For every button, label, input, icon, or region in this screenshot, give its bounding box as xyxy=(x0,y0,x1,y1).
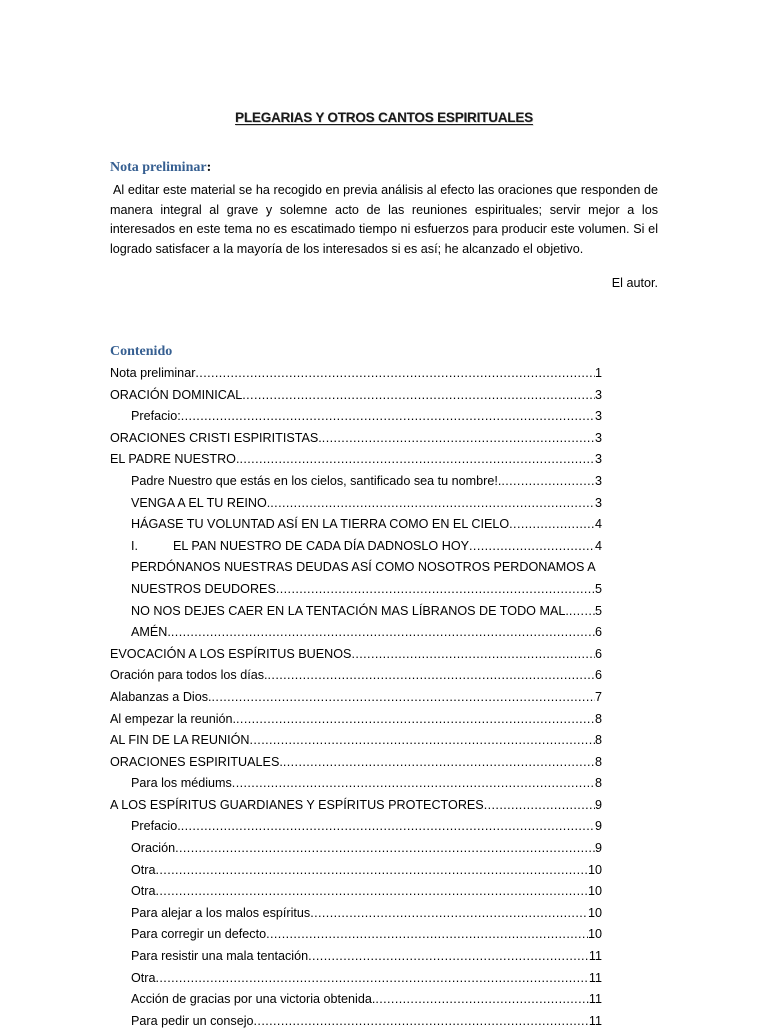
toc-dot-leader xyxy=(283,752,595,774)
toc-heading: Contenido xyxy=(110,344,173,359)
toc-dot-leader xyxy=(254,1011,589,1032)
toc-entry[interactable] xyxy=(110,493,602,515)
toc-entry[interactable] xyxy=(110,816,602,838)
toc-entry[interactable] xyxy=(110,860,602,882)
toc-entry[interactable] xyxy=(110,838,602,860)
toc-entry-text: Nota preliminar xyxy=(110,366,196,380)
toc-entry[interactable] xyxy=(110,709,602,731)
toc-page-number: 8 xyxy=(594,711,602,726)
toc-page-number: 5 xyxy=(594,603,602,618)
toc-entry-text: EL PADRE NUESTRO. xyxy=(110,452,240,467)
toc-dot-leader xyxy=(250,730,595,752)
toc-dot-leader xyxy=(266,924,588,946)
toc-entry-label xyxy=(110,752,283,774)
toc-entry-text: AMÉN. xyxy=(131,625,171,640)
toc-entry-text: Oración para todos los días. xyxy=(110,668,268,683)
toc-entry[interactable] xyxy=(110,601,602,623)
toc-entry[interactable] xyxy=(110,752,602,774)
toc-entry-text: HÁGASE TU VOLUNTAD ASÍ EN LA TIERRA COMO EN EL CIELO xyxy=(131,517,510,532)
signature: El autor. xyxy=(611,276,658,290)
toc-entry-label xyxy=(110,709,236,731)
toc-entry-text: EL PAN NUESTRO DE CADA DÍA DADNOSLO HOY xyxy=(173,538,470,553)
toc-entry[interactable] xyxy=(110,946,602,968)
toc-entry-label xyxy=(131,601,569,623)
toc-entry-label-continued: NUESTROS DEUDORES xyxy=(131,581,276,596)
toc-entry-text: Prefacio: xyxy=(131,409,181,424)
toc-entry-label xyxy=(110,428,322,450)
toc-entry-text: Para alejar a los malos espíritus xyxy=(131,905,311,920)
toc-entry-label xyxy=(110,665,268,687)
toc-dot-leader xyxy=(351,644,595,666)
toc-entry-text: Para corregir un defecto xyxy=(131,927,267,942)
toc-entry-label xyxy=(131,536,469,558)
toc-dot-leader xyxy=(156,881,588,903)
toc-page-number: 1 xyxy=(594,366,602,380)
toc-entry-label xyxy=(131,946,308,968)
toc-entry[interactable] xyxy=(110,514,602,536)
toc-page-number: 3 xyxy=(594,495,602,510)
intro-paragraph: Al editar este material se ha recogido en previa análisis al efecto las oraciones que responden de manera integral al grave y solemne acto de las reuniones espirituales; servir mejor a los interesados en este tema no es escatimado tiempo ni esfuerzos para producir este volumen. Si el logrado satisfacer a la mayoría de los interesados si es así; he alcanzado el objetivo. xyxy=(110,183,658,256)
note-heading-colon: : xyxy=(206,160,212,175)
toc-entry-text: AL FIN DE LA REUNIÓN xyxy=(110,733,250,748)
toc-dot-leader xyxy=(175,838,595,860)
toc-entry[interactable] xyxy=(110,449,602,471)
toc-dot-leader xyxy=(322,428,595,450)
toc-page-number: 3 xyxy=(594,473,602,488)
toc-page-number: 11 xyxy=(588,1013,602,1028)
toc-dot-leader xyxy=(308,946,589,968)
toc-entry[interactable] xyxy=(110,428,602,450)
toc-entry-label xyxy=(110,730,250,752)
table-of-contents xyxy=(110,363,602,1032)
toc-page-number: 9 xyxy=(594,841,602,856)
toc-dot-leader xyxy=(270,493,595,515)
toc-entry-label: PERDÓNANOS NUESTRAS DEUDAS ASÍ COMO NOSOTROS PERDONAMOS A xyxy=(131,560,596,575)
toc-entry-label xyxy=(131,903,310,925)
toc-entry[interactable] xyxy=(110,968,602,990)
toc-entry-line xyxy=(131,557,602,579)
toc-entry[interactable] xyxy=(110,406,602,428)
toc-entry[interactable] xyxy=(110,989,602,1011)
toc-entry-text: Al empezar la reunión. xyxy=(110,711,237,726)
toc-entry-text: Acción de gracias por una victoria obtenida. xyxy=(131,992,376,1007)
toc-page-number: 4 xyxy=(594,517,602,532)
toc-page-number: 3 xyxy=(594,409,602,424)
toc-entry[interactable] xyxy=(110,773,602,795)
toc-entry-text: Alabanzas a Dios. xyxy=(110,689,212,704)
toc-entry[interactable] xyxy=(110,881,602,903)
toc-entry-label xyxy=(131,924,266,946)
toc-dot-leader xyxy=(239,449,595,471)
note-heading xyxy=(110,160,211,176)
toc-page-number: 8 xyxy=(594,733,602,748)
toc-entry-text: ORACIÓN DOMINICAL xyxy=(110,387,243,402)
toc-entry-text: Otra xyxy=(131,970,156,985)
toc-page-number: 5 xyxy=(594,581,602,596)
toc-entry-label xyxy=(131,1011,254,1032)
toc-entry-label xyxy=(131,622,171,644)
toc-page-number: 3 xyxy=(594,452,602,467)
toc-entry[interactable] xyxy=(110,924,602,946)
toc-entry-label xyxy=(131,514,509,536)
toc-entry-text: Prefacio. xyxy=(131,819,181,834)
toc-page-number: 9 xyxy=(594,819,602,834)
toc-entry-label xyxy=(131,838,175,860)
toc-page-number: 8 xyxy=(594,754,602,769)
toc-entry[interactable] xyxy=(110,622,602,644)
toc-dot-leader xyxy=(375,989,589,1011)
toc-entry-text: ORACIONES ESPIRITUALES. xyxy=(110,754,283,769)
toc-dot-leader xyxy=(181,816,595,838)
toc-entry-text: Otra xyxy=(131,884,156,899)
toc-entry-label xyxy=(110,449,239,471)
toc-entry[interactable] xyxy=(110,1011,602,1032)
toc-dot-leader xyxy=(156,860,588,882)
toc-dot-leader xyxy=(236,709,595,731)
toc-dot-leader xyxy=(232,773,595,795)
toc-entry[interactable] xyxy=(110,536,602,558)
toc-entry-label xyxy=(110,795,484,817)
toc-entry-label xyxy=(110,385,242,407)
toc-dot-leader xyxy=(242,385,595,407)
toc-dot-leader xyxy=(171,622,595,644)
toc-entry-text: Otra xyxy=(131,862,156,877)
toc-entry-line xyxy=(131,579,602,601)
toc-page-number: 11 xyxy=(588,992,602,1007)
toc-entry-text: ORACIONES CRISTI ESPIRITISTAS. xyxy=(110,430,322,445)
toc-entry[interactable] xyxy=(110,903,602,925)
toc-dot-leader xyxy=(181,406,595,428)
toc-entry[interactable] xyxy=(110,687,602,709)
toc-entry-text: Para los médiums xyxy=(131,776,232,791)
toc-page-number: 10 xyxy=(587,927,602,942)
document-title: PLEGARIAS Y OTROS CANTOS ESPIRITUALES xyxy=(235,110,533,125)
toc-page-number: 6 xyxy=(594,625,602,640)
toc-entry-numeral: I. xyxy=(131,538,138,553)
toc-dot-leader xyxy=(268,665,595,687)
toc-entry[interactable] xyxy=(110,730,602,752)
toc-entry-text: Oración xyxy=(131,841,176,856)
toc-entry[interactable] xyxy=(110,665,602,687)
toc-entry[interactable] xyxy=(110,644,602,666)
toc-entry-label xyxy=(131,471,501,493)
toc-entry-label xyxy=(131,816,181,838)
toc-dot-leader xyxy=(195,363,595,385)
toc-page-number: 8 xyxy=(594,776,602,791)
toc-page-number: 3 xyxy=(594,430,602,445)
toc-dot-leader xyxy=(501,471,595,493)
toc-page-number: 11 xyxy=(588,949,602,964)
toc-entry-label xyxy=(110,687,212,709)
toc-page-number: 7 xyxy=(594,689,602,704)
toc-dot-leader xyxy=(156,968,589,990)
toc-entry[interactable] xyxy=(110,471,602,493)
toc-entry-label xyxy=(131,860,156,882)
note-heading-text: Nota preliminar xyxy=(110,160,207,175)
toc-page-number: 4 xyxy=(594,538,602,553)
toc-dot-leader xyxy=(276,579,595,601)
toc-dot-leader xyxy=(509,514,595,536)
toc-entry-text: EVOCACIÓN A LOS ESPÍRITUS BUENOS xyxy=(110,646,352,661)
toc-entry-text: Para resistir una mala tentación xyxy=(131,949,309,964)
toc-page-number: 11 xyxy=(588,970,602,985)
toc-entry[interactable] xyxy=(110,363,602,385)
toc-dot-leader xyxy=(569,601,595,623)
toc-entry-text: Padre Nuestro que estás en los cielos, santificado sea tu nombre!. xyxy=(131,473,502,488)
toc-page-number: 10 xyxy=(587,905,602,920)
toc-entry-label xyxy=(131,406,181,428)
toc-entry-text: A LOS ESPÍRITUS GUARDIANES Y ESPÍRITUS PROTECTORES xyxy=(110,797,484,812)
toc-entry-label xyxy=(110,644,351,666)
toc-entry-text: NO NOS DEJES CAER EN LA TENTACIÓN MAS LÍBRANOS DE TODO MAL. xyxy=(131,603,569,618)
toc-entry-label xyxy=(131,989,375,1011)
toc-entry[interactable] xyxy=(110,385,602,407)
toc-page-number: 9 xyxy=(594,797,602,812)
toc-entry-label xyxy=(110,363,195,385)
toc-page-number: 3 xyxy=(594,387,602,402)
toc-dot-leader xyxy=(212,687,595,709)
toc-page-number: 6 xyxy=(594,646,602,661)
toc-dot-leader xyxy=(469,536,595,558)
toc-entry-text: VENGA A EL TU REINO. xyxy=(131,495,271,510)
toc-entry-label xyxy=(131,773,232,795)
toc-entry[interactable] xyxy=(110,795,602,817)
toc-dot-leader xyxy=(310,903,588,925)
toc-dot-leader xyxy=(484,795,595,817)
toc-entry-label xyxy=(131,968,156,990)
toc-entry-text: Para pedir un consejo xyxy=(131,1013,254,1028)
toc-entry-label xyxy=(131,493,270,515)
toc-page-number: 10 xyxy=(587,862,602,877)
toc-page-number: 10 xyxy=(587,884,602,899)
toc-entry-label xyxy=(131,881,156,903)
toc-page-number: 6 xyxy=(594,668,602,683)
toc-entry[interactable] xyxy=(110,557,602,600)
